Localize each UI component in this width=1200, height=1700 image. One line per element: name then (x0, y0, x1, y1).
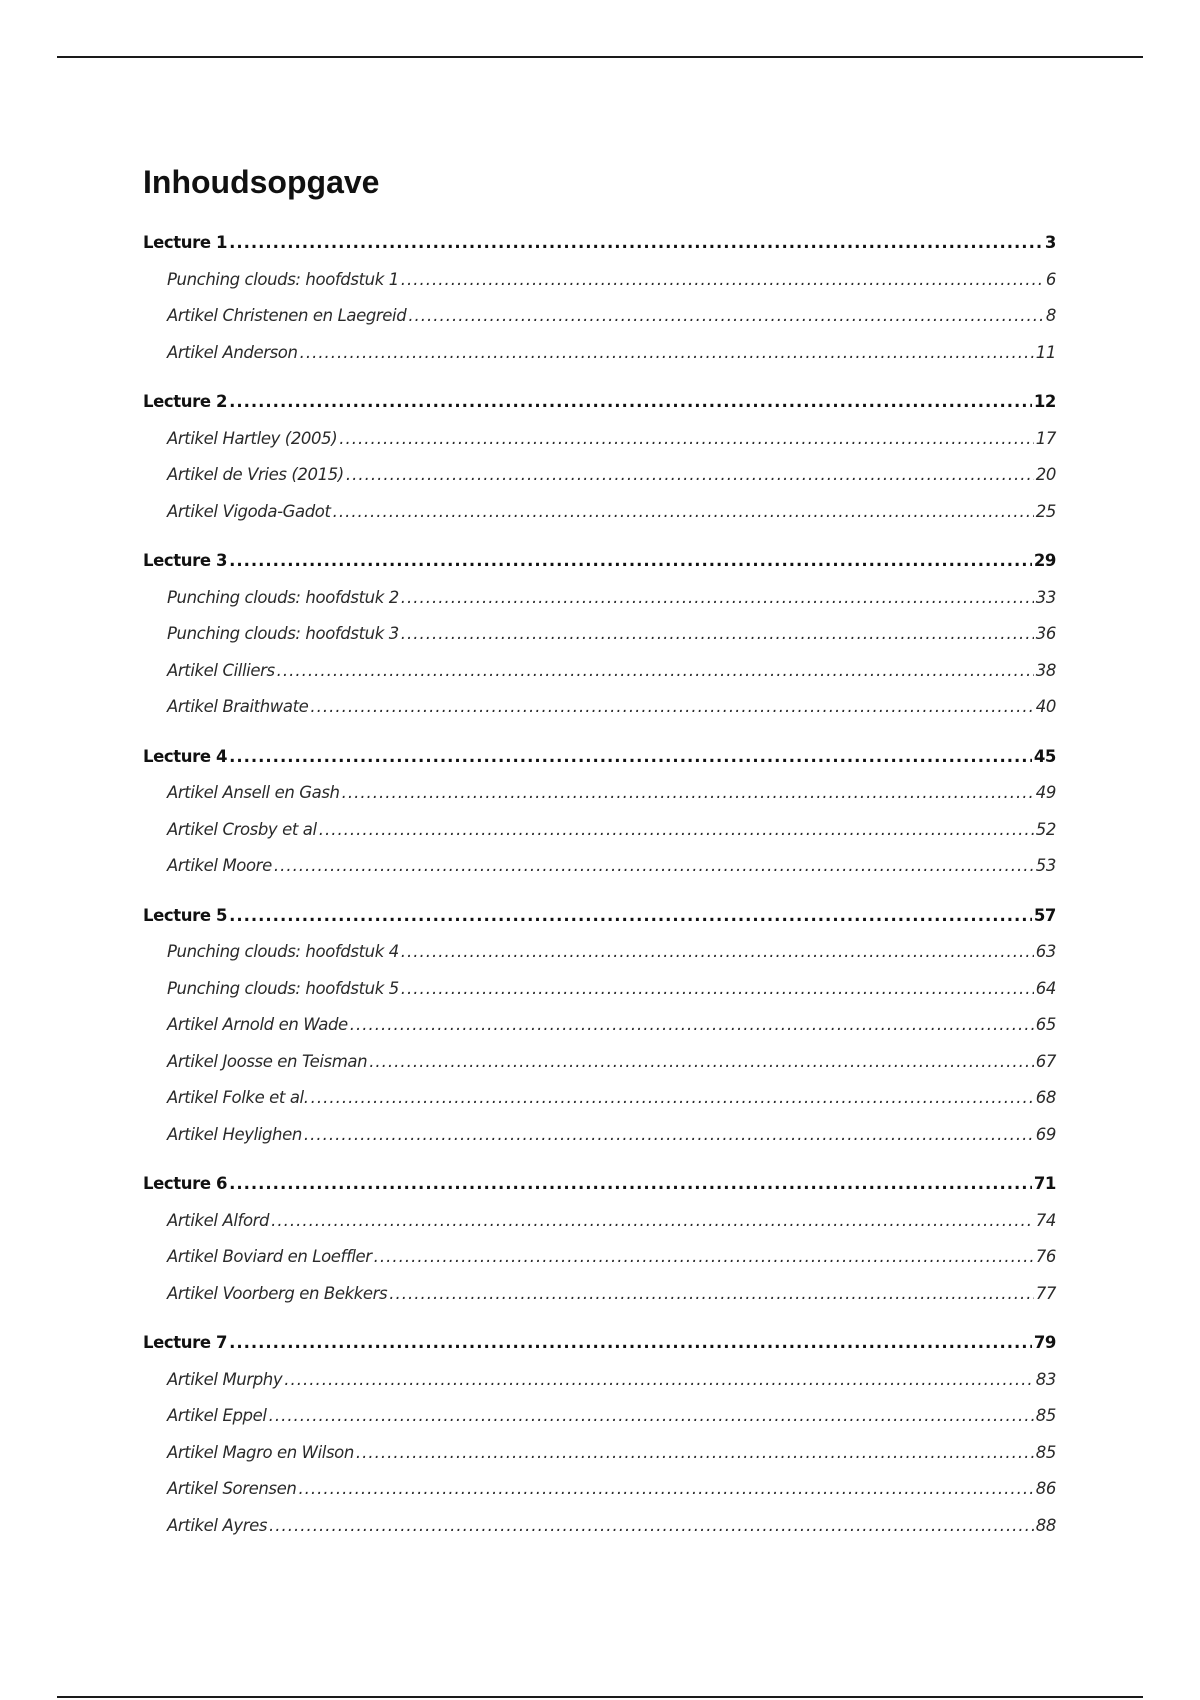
dot-leader (389, 1276, 1034, 1313)
toc-subentry-page-number: 67 (1035, 1051, 1056, 1071)
table-of-contents (143, 225, 1056, 1557)
toc-lecture-entry-page-number: 3 (1044, 233, 1056, 252)
toc-subentry-label: Artikel Vigoda-Gadot (167, 501, 331, 521)
toc-section (143, 1166, 1056, 1312)
toc-subentry[interactable] (143, 298, 1056, 335)
toc-subentry[interactable] (143, 1080, 1056, 1117)
toc-subentry-page-number: 52 (1035, 819, 1056, 839)
toc-subentry-page-number: 76 (1035, 1247, 1056, 1266)
toc-subentry-page-number: 69 (1035, 1124, 1056, 1144)
dot-leader (304, 1117, 1034, 1154)
toc-subentry-label: Artikel Cilliers (167, 660, 275, 680)
toc-subentry-page-number: 6 (1045, 269, 1056, 289)
toc-subentry[interactable] (143, 494, 1056, 531)
dot-leader (342, 775, 1034, 812)
toc-lecture-entry-page-number: 71 (1033, 1174, 1056, 1193)
toc-subentry-label: Artikel Magro en Wilson (167, 1442, 354, 1462)
toc-subentry[interactable] (143, 262, 1056, 299)
toc-subentry[interactable] (143, 775, 1056, 812)
dot-leader (311, 1080, 1034, 1117)
toc-subentry[interactable] (143, 934, 1056, 971)
toc-subentry-label: Artikel Christenen en Laegreid (167, 306, 407, 325)
toc-subentry-label: Punching clouds: hoofdstuk 5 (167, 978, 399, 998)
toc-lecture-entry-page-number: 12 (1033, 392, 1056, 411)
toc-lecture-entry-label: Lecture 5 (143, 905, 228, 925)
toc-section (143, 384, 1056, 530)
toc-lecture-entry-page-number: 45 (1033, 746, 1056, 766)
dot-leader (350, 1007, 1034, 1044)
dot-leader (229, 898, 1032, 935)
toc-subentry[interactable] (143, 689, 1056, 726)
header-rule (57, 56, 1143, 58)
dot-leader (401, 971, 1034, 1008)
toc-subentry-label: Artikel Sorensen (167, 1479, 297, 1498)
toc-section (143, 543, 1056, 726)
toc-subentry-page-number: 11 (1035, 342, 1056, 362)
toc-subentry-page-number: 86 (1035, 1479, 1056, 1498)
toc-lecture-entry[interactable] (143, 739, 1056, 776)
dot-leader (229, 225, 1043, 262)
toc-lecture-entry[interactable] (143, 1166, 1056, 1203)
toc-subentry[interactable] (143, 812, 1056, 849)
toc-subentry[interactable] (143, 1007, 1056, 1044)
dot-leader (229, 739, 1032, 776)
toc-lecture-entry[interactable] (143, 1325, 1056, 1362)
toc-subentry-page-number: 85 (1035, 1406, 1056, 1425)
toc-subentry-page-number: 53 (1035, 856, 1056, 875)
toc-subentry-page-number: 40 (1035, 697, 1056, 716)
toc-subentry[interactable] (143, 335, 1056, 372)
toc-subentry[interactable] (143, 1117, 1056, 1154)
dot-leader (229, 1325, 1032, 1362)
dot-leader (333, 494, 1034, 531)
toc-subentry-label: Artikel Hartley (2005) (167, 428, 338, 448)
dot-leader (356, 1435, 1034, 1472)
toc-subentry-page-number: 65 (1035, 1015, 1056, 1034)
dot-leader (319, 812, 1034, 849)
dot-leader (339, 421, 1034, 458)
toc-subentry-label: Artikel Murphy (167, 1369, 283, 1389)
toc-subentry[interactable] (143, 1398, 1056, 1435)
toc-subentry-label: Artikel Anderson (167, 342, 298, 362)
toc-subentry[interactable] (143, 1239, 1056, 1276)
toc-subentry[interactable] (143, 653, 1056, 690)
toc-subentry[interactable] (143, 1276, 1056, 1313)
toc-subentry-page-number: 49 (1035, 783, 1056, 802)
toc-lecture-entry-label: Lecture 2 (143, 392, 228, 411)
footer-rule (57, 1696, 1143, 1698)
toc-section (143, 225, 1056, 371)
toc-subentry-page-number: 85 (1035, 1442, 1056, 1462)
toc-subentry-label: Artikel Moore (167, 856, 272, 875)
toc-subentry-label: Artikel de Vries (2015) (167, 465, 344, 484)
toc-subentry-label: Artikel Ayres (167, 1515, 268, 1535)
toc-subentry-label: Artikel Alford (167, 1210, 270, 1230)
toc-subentry-label: Artikel Folke et al. (167, 1088, 309, 1107)
toc-subentry-label: Punching clouds: hoofdstuk 2 (167, 587, 399, 607)
dot-leader (310, 689, 1033, 726)
toc-subentry-page-number: 25 (1035, 501, 1056, 521)
toc-subentry-label: Artikel Voorberg en Bekkers (167, 1283, 388, 1303)
dot-leader (229, 1166, 1032, 1203)
toc-lecture-entry[interactable] (143, 898, 1056, 935)
toc-subentry-page-number: 63 (1035, 942, 1056, 961)
toc-subentry[interactable] (143, 1044, 1056, 1081)
toc-subentry[interactable] (143, 616, 1056, 653)
toc-subentry-page-number: 8 (1045, 306, 1056, 325)
dot-leader (298, 1471, 1033, 1508)
dot-leader (401, 262, 1044, 299)
toc-subentry[interactable] (143, 1362, 1056, 1399)
toc-subentry-page-number: 64 (1035, 978, 1056, 998)
dot-leader (401, 934, 1034, 971)
page-title: Inhoudsopgave (143, 164, 380, 200)
toc-subentry-page-number: 36 (1035, 624, 1056, 643)
toc-lecture-entry-label: Lecture 1 (143, 233, 228, 252)
toc-lecture-entry-label: Lecture 6 (143, 1174, 228, 1193)
toc-subentry-page-number: 83 (1035, 1369, 1056, 1389)
toc-subentry-page-number: 17 (1035, 428, 1056, 448)
dot-leader (229, 384, 1032, 421)
toc-subentry-label: Punching clouds: hoofdstuk 1 (167, 269, 399, 289)
toc-subentry-label: Artikel Braithwate (167, 697, 309, 716)
dot-leader (277, 653, 1034, 690)
dot-leader (271, 1203, 1034, 1240)
toc-lecture-entry-page-number: 57 (1033, 905, 1056, 925)
toc-subentry-label: Punching clouds: hoofdstuk 3 (167, 624, 399, 643)
toc-subentry-label: Artikel Ansell en Gash (167, 783, 340, 802)
toc-subentry-label: Artikel Boviard en Loeffler (167, 1247, 372, 1266)
toc-subentry[interactable] (143, 1508, 1056, 1545)
toc-subentry-label: Artikel Crosby et al (167, 819, 317, 839)
dot-leader (229, 543, 1032, 580)
dot-leader (269, 1508, 1034, 1545)
dot-leader (284, 1362, 1034, 1399)
dot-leader (401, 616, 1034, 653)
toc-subentry-page-number: 77 (1035, 1283, 1056, 1303)
toc-lecture-entry-page-number: 29 (1033, 551, 1056, 570)
toc-section (143, 898, 1056, 1154)
dot-leader (300, 335, 1034, 372)
toc-subentry-page-number: 74 (1035, 1210, 1056, 1230)
toc-section (143, 1325, 1056, 1544)
dot-leader (408, 298, 1044, 335)
dot-leader (369, 1044, 1034, 1081)
toc-subentry-page-number: 38 (1035, 660, 1056, 680)
toc-lecture-entry-label: Lecture 3 (143, 551, 228, 570)
toc-subentry-page-number: 20 (1035, 465, 1056, 484)
dot-leader (269, 1398, 1034, 1435)
toc-subentry[interactable] (143, 1203, 1056, 1240)
toc-subentry[interactable] (143, 421, 1056, 458)
toc-subentry[interactable] (143, 457, 1056, 494)
toc-subentry-label: Artikel Heylighen (167, 1124, 302, 1144)
toc-subentry-page-number: 88 (1035, 1515, 1056, 1535)
toc-lecture-entry-label: Lecture 7 (143, 1333, 228, 1352)
toc-subentry-page-number: 33 (1035, 587, 1056, 607)
toc-subentry-label: Artikel Arnold en Wade (167, 1015, 348, 1034)
toc-subentry[interactable] (143, 1471, 1056, 1508)
toc-lecture-entry[interactable] (143, 225, 1056, 262)
toc-subentry-label: Artikel Joosse en Teisman (167, 1051, 368, 1071)
toc-subentry[interactable] (143, 580, 1056, 617)
dot-leader (274, 848, 1034, 885)
dot-leader (346, 457, 1034, 494)
toc-subentry[interactable] (143, 971, 1056, 1008)
toc-section (143, 739, 1056, 885)
toc-subentry-page-number: 68 (1035, 1088, 1056, 1107)
toc-subentry[interactable] (143, 848, 1056, 885)
toc-subentry[interactable] (143, 1435, 1056, 1472)
toc-subentry-label: Punching clouds: hoofdstuk 4 (167, 942, 399, 961)
dot-leader (401, 580, 1034, 617)
dot-leader (374, 1239, 1034, 1276)
toc-lecture-entry[interactable] (143, 384, 1056, 421)
toc-lecture-entry-label: Lecture 4 (143, 746, 228, 766)
toc-lecture-entry[interactable] (143, 543, 1056, 580)
toc-lecture-entry-page-number: 79 (1033, 1333, 1056, 1352)
toc-subentry-label: Artikel Eppel (167, 1406, 267, 1425)
